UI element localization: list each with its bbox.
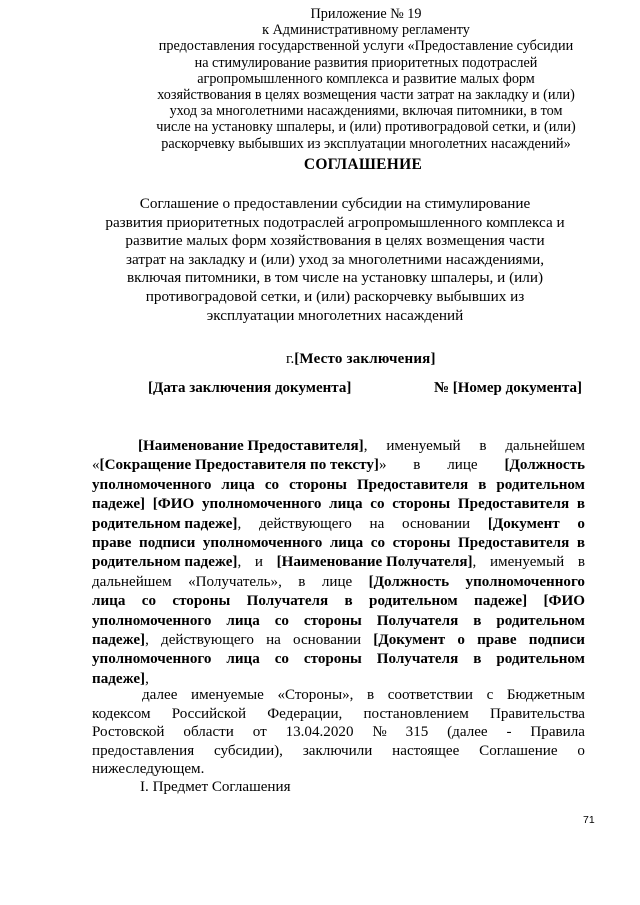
bold-run: [ФИО xyxy=(543,593,585,610)
text-run: основании xyxy=(293,632,362,649)
bold-run: уполномоченного xyxy=(92,651,212,668)
subject-line: развития приоритетных подотраслей агропромышленного комплекса и xyxy=(105,213,565,231)
bold-run: [Должность xyxy=(504,457,585,474)
preamble-line xyxy=(92,495,585,514)
preamble-word xyxy=(265,476,279,495)
preamble-word xyxy=(277,553,477,572)
parties-paragraph xyxy=(92,686,585,779)
appendix-line: агропромышленного комплекса и развитие малых форм xyxy=(197,70,535,87)
preamble-word xyxy=(92,573,172,592)
preamble-word xyxy=(577,515,585,534)
bold-run: Предоставителя xyxy=(457,496,570,513)
parties-word: Соглашение xyxy=(479,742,558,759)
preamble-word xyxy=(275,612,289,631)
bold-run: со xyxy=(370,535,386,552)
bold-run: родительном xyxy=(496,651,585,668)
text-run: дальнейшем xyxy=(92,573,172,590)
bold-run: со xyxy=(274,612,289,629)
parties-line xyxy=(92,705,585,724)
preamble-word xyxy=(473,650,481,669)
preamble-word xyxy=(369,592,458,611)
parties-word: субсидии), xyxy=(214,742,283,759)
text-run: , xyxy=(145,632,149,649)
parties-word: 315 xyxy=(405,724,429,741)
preamble-word xyxy=(529,631,585,650)
preamble-line xyxy=(92,476,585,495)
bold-run: [Документ xyxy=(373,632,446,649)
preamble-word xyxy=(504,456,585,475)
preamble-word xyxy=(275,650,289,669)
preamble-word xyxy=(289,476,347,495)
preamble-line xyxy=(92,534,585,553)
preamble-word xyxy=(142,592,156,611)
parties-line xyxy=(92,686,585,705)
bold-run: уполномоченного xyxy=(465,573,585,590)
bold-run: падеже] xyxy=(92,670,146,687)
text-run: «Получатель», xyxy=(188,573,282,590)
preamble-word xyxy=(392,495,450,514)
preamble-word xyxy=(479,437,486,456)
bold-run: в xyxy=(478,476,487,493)
parties-word: предоставления xyxy=(92,742,195,759)
preamble-word xyxy=(496,650,585,669)
preamble-word xyxy=(402,515,470,534)
parties-word: с xyxy=(486,687,494,703)
text-run: » xyxy=(378,457,387,474)
parties-word: именуемые xyxy=(191,687,264,703)
bold-run: стороны xyxy=(303,651,362,668)
preamble-word xyxy=(221,476,254,495)
bold-run: праве xyxy=(92,535,132,552)
bold-run: стороны xyxy=(172,593,231,610)
preamble-line xyxy=(92,456,585,475)
parties-word: соответствии xyxy=(387,687,473,703)
preamble-line xyxy=(92,553,585,572)
parties-word: Ростовской xyxy=(92,724,165,741)
parties-word: настоящее xyxy=(392,742,460,759)
bold-run: подписи xyxy=(528,632,585,649)
preamble-line xyxy=(92,437,585,456)
appendix-line: уход за многолетними насаждениями, включая питомники, в том xyxy=(169,103,563,120)
preamble-word xyxy=(92,631,149,650)
bold-run: родительном падеже] xyxy=(92,515,238,532)
parties-word: области xyxy=(183,724,234,741)
text-run: в xyxy=(298,573,306,590)
text-run: на xyxy=(266,632,281,649)
preamble-word xyxy=(473,612,481,631)
bold-run: в xyxy=(473,612,482,629)
preamble-word xyxy=(304,650,362,669)
appendix-line: на стимулирование развития приоритетных подотраслей xyxy=(194,54,538,71)
preamble-word xyxy=(357,476,468,495)
parties-line xyxy=(92,760,585,779)
preamble-word xyxy=(329,495,362,514)
preamble-word xyxy=(138,437,368,456)
bold-run: лица xyxy=(226,612,260,629)
bold-run: падеже] xyxy=(92,496,146,513)
section-heading: I. Предмет Соглашения xyxy=(140,779,291,795)
preamble-word xyxy=(293,631,361,650)
appendix-line: раскорчевку выбывших из эксплуатации многолетних насаждений» xyxy=(161,135,571,152)
bold-run: со xyxy=(370,496,385,513)
bold-run: [ФИО xyxy=(152,496,195,513)
appendix-line: предоставления государственной услуги «Предоставление субсидии xyxy=(158,38,574,55)
place-of-conclusion xyxy=(286,351,436,368)
preamble-word xyxy=(370,515,385,534)
preamble-word xyxy=(371,534,385,553)
bold-run: [Сокращение Предоставителя по тексту] xyxy=(99,457,379,474)
text-run: действующего xyxy=(161,632,254,649)
bold-run: в xyxy=(473,651,482,668)
preamble-word xyxy=(92,592,125,611)
preamble-word xyxy=(92,515,241,534)
text-run: именуемый xyxy=(489,554,565,571)
bold-run: уполномоченного xyxy=(92,476,212,493)
text-run: на xyxy=(369,515,385,532)
bold-run: стороны xyxy=(303,612,362,629)
text-run: , xyxy=(145,670,149,687)
bold-run: со xyxy=(264,476,280,493)
parties-line xyxy=(92,723,585,742)
parties-word: Федерации, xyxy=(267,705,343,722)
bold-run: стороны xyxy=(392,496,451,513)
preamble-word xyxy=(478,476,486,495)
text-run: дальнейшем xyxy=(505,438,585,454)
place-prefix: г. xyxy=(286,351,295,367)
preamble-word xyxy=(577,534,585,553)
preamble-word xyxy=(203,534,322,553)
preamble-word xyxy=(386,437,460,456)
bold-run: со xyxy=(141,593,157,610)
preamble-word xyxy=(226,650,259,669)
bold-run: лица xyxy=(226,651,260,668)
appendix-header xyxy=(140,6,592,152)
preamble-word xyxy=(188,573,282,592)
parties-word: кодексом xyxy=(92,705,151,722)
preamble-word xyxy=(377,650,459,669)
appendix-line: хозяйствования в целях возмещения части затрат на закладку и (или) xyxy=(157,87,575,104)
bold-run: Получателя xyxy=(376,612,459,629)
parties-word: заключили xyxy=(302,742,373,759)
bold-run: [Должность xyxy=(368,573,450,590)
bold-run: лица xyxy=(329,496,363,513)
preamble-line xyxy=(92,515,585,534)
text-run: действующего xyxy=(258,515,352,532)
text-run: основании xyxy=(402,515,471,532)
text-run: в xyxy=(479,438,487,454)
text-run: именуемый xyxy=(386,438,461,454)
parties-word: от xyxy=(252,724,267,741)
bold-run: уполномоченного xyxy=(201,496,322,513)
parties-word: нижеследующем. xyxy=(92,761,205,778)
bold-run: лица xyxy=(221,476,255,493)
preamble-word xyxy=(458,534,569,553)
preamble-word xyxy=(172,592,230,611)
preamble-word xyxy=(92,650,211,669)
parties-word: Российской xyxy=(171,705,247,722)
subject-line: включая питомники, в том числе на установку шпалеры, и (или) xyxy=(126,269,544,287)
parties-word: № xyxy=(372,724,387,741)
subject-line: Соглашение о предоставлении субсидии на стимулирование xyxy=(139,195,531,212)
subject-line: противоградовой сетки, и (или) раскорчевку выбывших из xyxy=(145,287,525,305)
bold-run: [Документ xyxy=(487,515,560,532)
bold-run: лица xyxy=(329,535,364,552)
bold-run: стороны xyxy=(392,535,451,552)
preamble-word xyxy=(477,631,517,650)
bold-run: в xyxy=(576,496,585,513)
preamble-word xyxy=(373,631,445,650)
subject-line: эксплуатации многолетних насаждений xyxy=(206,306,464,324)
preamble-line xyxy=(92,612,585,631)
document-title: СОГЛАШЕНИЕ xyxy=(303,156,423,173)
preamble-word xyxy=(505,437,585,456)
preamble-word xyxy=(202,495,321,514)
preamble-word xyxy=(92,476,211,495)
text-run: , xyxy=(237,515,242,532)
bold-run: о xyxy=(457,632,465,649)
date-number-line xyxy=(148,380,582,397)
preamble-word xyxy=(298,573,305,592)
preamble-word xyxy=(330,534,363,553)
bold-run: подписи xyxy=(139,535,196,552)
preamble-line xyxy=(92,631,585,650)
bold-run: в xyxy=(576,535,585,552)
bold-run: родительном xyxy=(496,476,585,493)
parties-word: далее xyxy=(142,687,178,703)
preamble-word xyxy=(345,592,353,611)
place-placeholder: [Место заключения] xyxy=(294,351,436,367)
preamble-word xyxy=(474,592,527,611)
parties-word: постановлением xyxy=(363,705,469,722)
document-number-placeholder: № [Номер документа] xyxy=(433,380,582,396)
appendix-line: Приложение № 19 xyxy=(310,6,422,22)
preamble-word xyxy=(304,612,362,631)
date-placeholder: [Дата заключения документа] xyxy=(148,380,352,396)
preamble-word xyxy=(490,553,564,572)
bold-run: падеже] xyxy=(474,593,528,610)
preamble-word xyxy=(259,515,352,534)
preamble-word xyxy=(543,592,584,611)
preamble-line xyxy=(92,592,585,611)
preamble-word xyxy=(226,612,259,631)
preamble-word xyxy=(413,456,420,475)
preamble-word xyxy=(247,592,329,611)
preamble-word xyxy=(457,631,465,650)
bold-run: уполномоченного xyxy=(92,612,212,629)
bold-run: праве xyxy=(477,632,517,649)
bold-run: [Наименование Получателя] xyxy=(276,554,473,571)
text-run: « xyxy=(92,457,100,474)
text-run: лице xyxy=(321,573,353,590)
preamble-word xyxy=(369,573,450,592)
preamble-word xyxy=(377,612,459,631)
preamble-word xyxy=(92,553,241,572)
bold-run: стороны xyxy=(289,476,347,493)
preamble-line xyxy=(92,573,585,592)
parties-word: - xyxy=(506,724,512,741)
preamble-word xyxy=(92,456,386,475)
preamble-word xyxy=(447,456,477,475)
bold-run: Получателя xyxy=(246,593,329,610)
preamble-word xyxy=(393,534,451,553)
bold-run: родительном падеже] xyxy=(92,554,238,571)
preamble-word xyxy=(266,631,281,650)
text-run: лице xyxy=(447,457,478,474)
preamble-word xyxy=(139,534,195,553)
bold-run: уполномоченного xyxy=(202,535,323,552)
text-run: , xyxy=(237,554,242,571)
agreement-subject xyxy=(80,195,590,325)
text-run: и xyxy=(254,554,263,571)
text-run: в xyxy=(577,554,585,571)
text-run: , xyxy=(472,554,477,571)
preamble-word xyxy=(496,612,585,631)
preamble-word xyxy=(458,495,569,514)
parties-word: о xyxy=(577,742,585,759)
parties-line xyxy=(92,742,585,761)
parties-word: 13.04.2020 xyxy=(285,724,354,741)
preamble-word xyxy=(496,476,585,495)
preamble-word xyxy=(153,495,194,514)
parties-word: Бюджетным xyxy=(506,687,585,703)
bold-run: Предоставителя xyxy=(458,535,570,552)
preamble-word xyxy=(578,553,585,572)
appendix-line: числе на установку шпалеры, и (или) противоградовой сетки, и (или) xyxy=(156,119,576,136)
text-run: в xyxy=(413,457,421,474)
preamble-word xyxy=(92,534,132,553)
preamble-word xyxy=(255,553,263,572)
bold-run: Предоставителя xyxy=(356,476,469,493)
preamble-word xyxy=(322,573,352,592)
bold-run: Получателя xyxy=(376,651,459,668)
bold-run: падеже] xyxy=(92,632,146,649)
parties-word: Правительства xyxy=(489,705,585,722)
preamble-word xyxy=(577,495,585,514)
page-number: 71 xyxy=(583,814,595,826)
bold-run: [Наименование Предоставителя] xyxy=(138,438,364,454)
bold-run: лица xyxy=(92,593,126,610)
parties-word: (далее xyxy=(447,724,488,741)
preamble-word xyxy=(92,495,145,514)
text-run: , xyxy=(363,438,368,454)
parties-word: в xyxy=(367,687,375,703)
bold-run: родительном xyxy=(369,593,458,610)
preamble-word xyxy=(466,573,585,592)
bold-run: родительном xyxy=(496,612,585,629)
appendix-line: к Административному регламенту xyxy=(262,22,470,39)
bold-run: в xyxy=(344,593,353,610)
preamble-word xyxy=(488,515,560,534)
preamble-line xyxy=(92,650,585,669)
parties-word: «Стороны», xyxy=(277,687,354,703)
parties-word: Правила xyxy=(530,724,585,741)
preamble-paragraph xyxy=(92,437,585,689)
bold-run: со xyxy=(274,651,289,668)
preamble-word xyxy=(161,631,254,650)
subject-line: затрат на закладку и (или) уход за многолетними насаждениями, xyxy=(125,250,545,268)
bold-run: о xyxy=(577,515,585,532)
subject-line: развитие малых форм хозяйствования в целях возмещения части xyxy=(125,232,545,250)
preamble-word xyxy=(370,495,384,514)
preamble-word xyxy=(92,612,211,631)
